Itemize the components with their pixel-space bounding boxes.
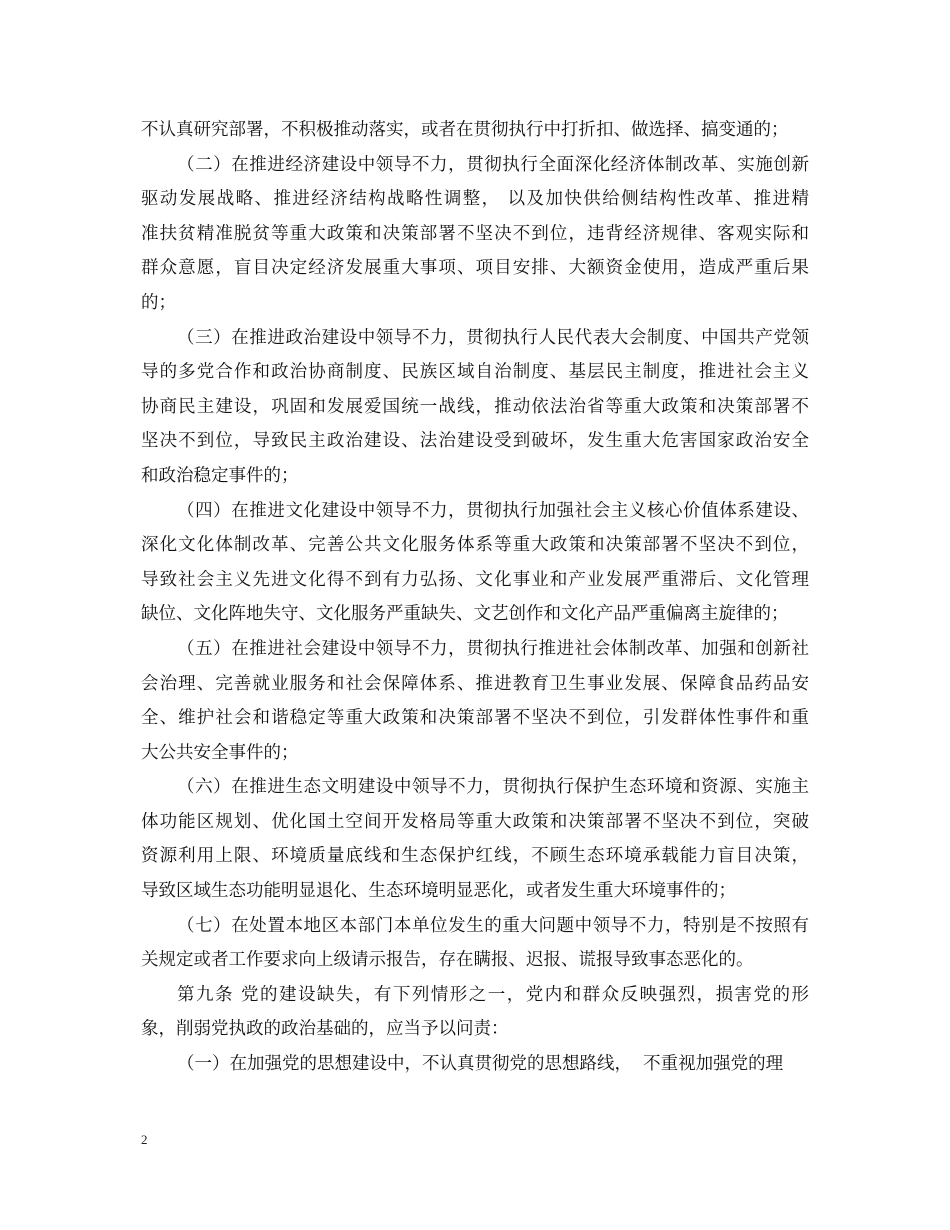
text-line: 坚决不到位，导致民主政治建设、法治建设受到破坏，发生重大危害国家政治安全 (141, 431, 809, 452)
text-line: 深化文化体制改革、完善公共文化服务体系等重大政策和决策部署不坚决不到位， (141, 535, 809, 556)
paragraph (141, 321, 809, 494)
text-line: 第九条 党的建设缺失，有下列情形之一，党内和群众反映强烈，损害党的形 (177, 984, 809, 1005)
text-line: 准扶贫精准脱贫等重大政策和决策部署不坚决不到位，违背经济规律、客观实际和 (141, 223, 809, 244)
text-line: （三）在推进政治建设中领导不力，贯彻执行人民代表大会制度、中国共产党领 (177, 327, 809, 348)
text-line: 和政治稳定事件的； (141, 465, 299, 486)
text-line: （七）在处置本地区本部门本单位发生的重大问题中领导不力，特别是不按照有 (177, 915, 809, 936)
paragraph (141, 909, 809, 978)
text-line: 缺位、文化阵地失守、文化服务严重缺失、文艺创作和文化产品严重偏离主旋律的； (141, 604, 789, 625)
text-line: 导致社会主义先进文化得不到有力弘扬、文化事业和产业发展严重滞后、文化管理 (141, 569, 809, 590)
text-line: （二）在推进经济建设中领导不力，贯彻执行全面深化经济体制改革、实施创新 (177, 154, 809, 175)
text-line: （一）在加强党的思想建设中，不认真贯彻党的思想路线， 不重视加强党的理 (177, 1054, 784, 1075)
page-number: 2 (141, 1132, 148, 1147)
text-line: （五）在推进社会建设中领导不力，贯彻执行推进社会体制改革、加强和创新社 (177, 638, 809, 659)
paragraph (141, 113, 809, 148)
text-line: （四）在推进文化建设中领导不力，贯彻执行加强社会主义核心价值体系建设、 (177, 500, 809, 521)
paragraph (141, 148, 809, 321)
text-line: 关规定或者工作要求向上级请示报告，存在瞒报、迟报、谎报导致事态恶化的。 (141, 950, 754, 971)
text-line: （六）在推进生态文明建设中领导不力，贯彻执行保护生态环境和资源、实施主 (177, 777, 809, 798)
text-line: 驱动发展战略、推进经济结构战略性调整， 以及加快供给侧结构性改革、推进精 (141, 189, 809, 210)
paragraph (141, 770, 809, 908)
paragraph (141, 1047, 809, 1082)
paragraph (141, 978, 809, 1047)
text-line: 群众意愿，盲目决定经济发展重大事项、项目安排、大额资金使用，造成严重后果 (141, 258, 809, 279)
text-line: 导致区域生态功能明显退化、生态环境明显恶化，或者发生重大环境事件的； (141, 881, 736, 902)
text-line: 不认真研究部署，不积极推动落实，或者在贯彻执行中打折扣、做选择、搞变通的； (141, 120, 789, 140)
document-body (141, 113, 809, 1082)
text-line: 导的多党合作和政治协商制度、民族区域自治制度、基层民主制度，推进社会主义 (141, 362, 809, 383)
text-line: 大公共安全事件的； (141, 742, 299, 763)
text-line: 体功能区规划、优化国土空间开发格局等重大政策和决策部署不坚决不到位，突破 (141, 811, 809, 832)
text-line: 的； (141, 292, 176, 313)
text-line: 会治理、完善就业服务和社会保障体系、推进教育卫生事业发展、保障食品药品安 (141, 673, 809, 694)
text-line: 象，削弱党执政的政治基础的，应当予以问责： (141, 1019, 509, 1040)
text-line: 全、维护社会和谐稳定等重大政策和决策部署不坚决不到位，引发群体性事件和重 (141, 708, 809, 729)
paragraph (141, 494, 809, 632)
text-line: 资源利用上限、环境质量底线和生态保护红线，不顾生态环境承载能力盲目决策， (141, 846, 809, 867)
paragraph (141, 632, 809, 770)
text-line: 协商民主建设，巩固和发展爱国统一战线，推动依法治省等重大政策和决策部署不 (141, 396, 809, 417)
